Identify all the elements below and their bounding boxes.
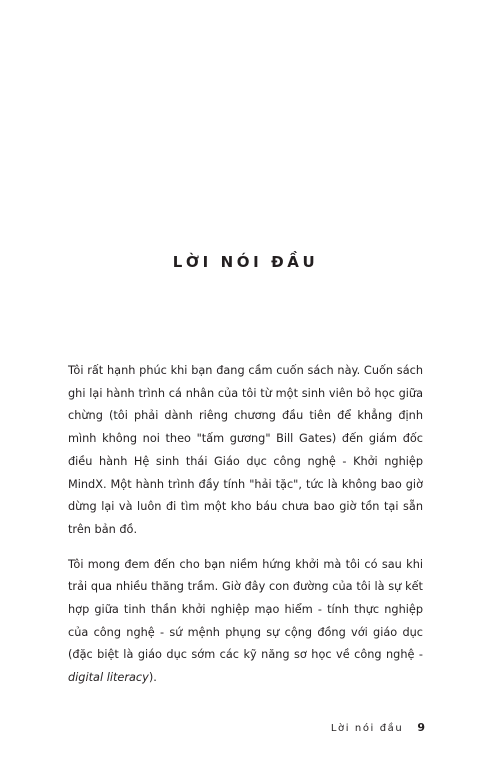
- body-text: [68, 360, 423, 702]
- page-footer: [331, 721, 425, 734]
- paragraph-2-main: Tôi mong đem đến cho bạn niềm hứng khởi mà tôi có sau khi trải qua nhiều thăng trầm. Giờ đây con đường của tôi là sự kết hợp giữa tinh thần khởi nghiệp mạo hiểm - tính thực nghiệp của công nghệ - sứ mệnh phụng sự cộng đồng với giáo dục (đặc biệt là giáo dục sớm các kỹ năng sơ học về công nghệ -: [68, 557, 423, 662]
- paragraph-1: Tôi rất hạnh phúc khi bạn đang cầm cuốn sách này. Cuốn sách ghi lại hành trình cá nhân của tôi từ một sinh viên bỏ học giữa chừng (tôi phải dành riêng chương đầu tiên để khẳng định mình không noi theo "tấm gương" Bill Gates) đến giám đốc điều hành Hệ sinh thái Giáo dục công nghệ - Khởi nghiệp MindX. Một hành trình đầy tính "hải tặc", tức là không bao giờ dừng lại và luôn đi tìm một kho báu chưa bao giờ tồn tại sẵn trên bản đồ.: [68, 364, 423, 536]
- running-head: Lời nói đầu: [330, 723, 404, 734]
- page-number: 9: [417, 721, 425, 734]
- paragraph-2-end: ).: [148, 671, 157, 685]
- chapter-title: LỜI NÓI ĐẦU: [172, 253, 319, 272]
- paragraph-2: [68, 554, 423, 690]
- paragraph-2-italic-term: digital literacy: [68, 671, 149, 685]
